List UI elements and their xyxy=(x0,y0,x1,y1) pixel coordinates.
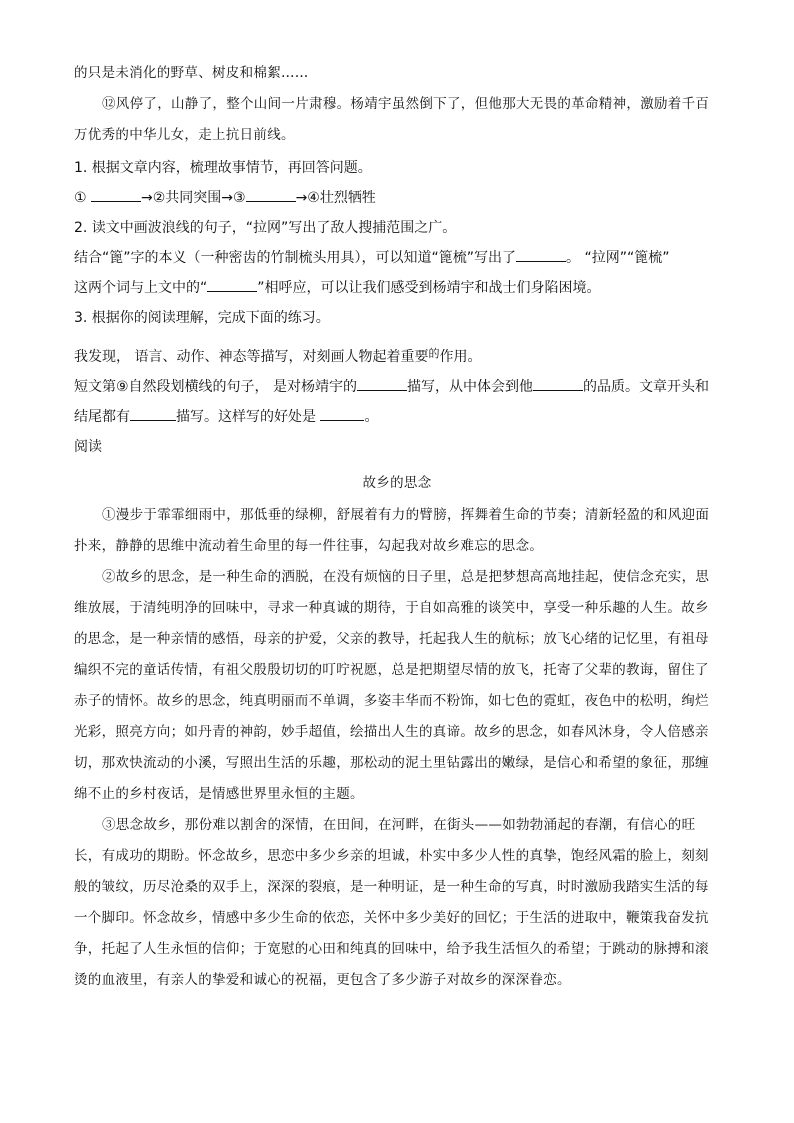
question-text: 短文第⑨自然段划横线的句子， 是对杨靖宇的 xyxy=(74,379,357,395)
document-content xyxy=(74,58,720,996)
answer-blank[interactable] xyxy=(130,406,176,421)
answer-blank[interactable] xyxy=(91,187,141,202)
question-text: 。 xyxy=(364,409,379,425)
question-text: 结尾都有 xyxy=(74,409,130,425)
passage1-continued-line: 的只是未消化的野草、树皮和棉絮…… xyxy=(74,65,309,81)
question-text: 作用。 xyxy=(439,349,482,365)
answer-blank[interactable] xyxy=(320,406,364,421)
flow-step-2: →②共同突围→③ xyxy=(141,190,246,206)
section-label: 阅读 xyxy=(74,439,102,455)
question-text: 的品质。文章开头和 xyxy=(583,379,709,395)
question-text: ”相呼应，可以让我们感受到杨靖宇和战士们身陷困境。 xyxy=(257,280,601,296)
question-text-small: 的 xyxy=(428,347,440,360)
question-1: 1. 根据文章内容，梳理故事情节，再回答问题。 xyxy=(74,160,372,176)
question-2-line-2 xyxy=(74,243,720,273)
question-text: 结合“篦”字的本义（一种密齿的竹制梳头用具），可以知道“篦梳”写出了 xyxy=(74,250,517,266)
flow-step-4: →④壮烈牺牲 xyxy=(295,190,376,206)
question-text: 。 “拉网”“篦梳” xyxy=(566,250,670,266)
question-text: 描写。这样写的好处是 xyxy=(176,409,321,425)
passage2-paragraph-1: ①漫步于霏霏细雨中，那低垂的绿柳，舒展着有力的臂膀，挥舞着生命的节奏；清新轻盈的和风迎面扑来，静静的思维中流动着生命里的每一件往事，勾起我对故乡难忘的思念。 xyxy=(74,507,710,554)
question-text: 我发现， 语言、动作、神态等描写，对刻画人物起着重要 xyxy=(74,349,429,365)
flow-step-1: ① xyxy=(74,190,87,206)
question-3-line-1 xyxy=(74,339,720,372)
question-text: 描写，从中体会到他 xyxy=(407,379,533,395)
passage2-title: 故乡的思念 xyxy=(362,475,432,491)
answer-blank[interactable] xyxy=(246,187,296,202)
question-3-line-2 xyxy=(74,372,720,402)
question-2-line-3 xyxy=(74,273,720,303)
question-2: 2. 读文中画波浪线的句子，“拉网”写出了敌人搜捕范围之广。 xyxy=(74,220,457,236)
passage1-paragraph-12: ⑫风停了，山静了，整个山间一片肃穆。杨靖宇虽然倒下了，但他那大无畏的革命精神，激励着千百万优秀的中华儿女，走上抗日前线。 xyxy=(74,96,710,143)
passage2-paragraph-3: ③思念故乡，那份难以割舍的深情，在田间，在河畔，在街头——如勃勃涌起的春潮，有信心的旺长，有成功的期盼。怀念故乡，思恋中多少乡亲的坦诚，朴实中多少人性的真挚，饱经风霜的脸上，刻刻般的皱纹，历尽沧桑的双手上，深深的裂痕，是一种明证，是一种生命的写真，时时激励我踏实生活的每一个脚印。怀念故乡，情感中多少生命的依恋，关怀中多少美好的回忆；于生活的进取中，鞭策我奋发抗争，托起了人生永恒的信仰；于宽慰的心田和纯真的回味中，给予我生活恒久的希望；于跳动的脉搏和滚烫的血液里，有亲人的挚爱和诚心的祝福，更包含了多少游子对故乡的深深眷恋。 xyxy=(74,817,709,988)
answer-blank[interactable] xyxy=(516,247,566,262)
answer-blank[interactable] xyxy=(533,376,583,391)
answer-blank[interactable] xyxy=(207,277,257,292)
answer-blank[interactable] xyxy=(357,376,407,391)
passage2-paragraph-2: ②故乡的思念，是一种生命的洒脱，在没有烦恼的日子里，总是把梦想高高地挂起，使信念充实，思维放展，于清纯明净的回味中，寻求一种真诚的期待，于自如高雅的谈笑中，享受一种乐趣的人生。故乡的思念，是一种亲情的感悟，母亲的护爱，父亲的教导，托起我人生的航标；放飞心绪的记忆里，有祖母编织不完的童话传情，有祖父殷殷切切的叮咛祝愿，总是把期望尽情的放飞，托寄了父辈的教诲，留住了赤子的情怀。故乡的思念，纯真明丽而不单调，多姿丰华而不粉饰，如七色的霓虹，夜色中的松明，绚烂光彩，照亮方向；如丹青的神韵，妙手超值，绘描出人生的真谛。故乡的思念，如春风沐身，令人倍感亲切，那欢快流动的小溪，写照出生活的乐趣，那松动的泥土里钻露出的嫩绿，是信心和希望的象征，那缠绵不止的乡村夜话，是情感世界里永恒的主题。 xyxy=(74,569,710,802)
question-3: 3. 根据你的阅读理解，完成下面的练习。 xyxy=(74,310,330,326)
question-3-line-3 xyxy=(74,402,720,432)
question-text: 这两个词与上文中的“ xyxy=(74,280,208,296)
question-1-flow xyxy=(74,183,720,213)
